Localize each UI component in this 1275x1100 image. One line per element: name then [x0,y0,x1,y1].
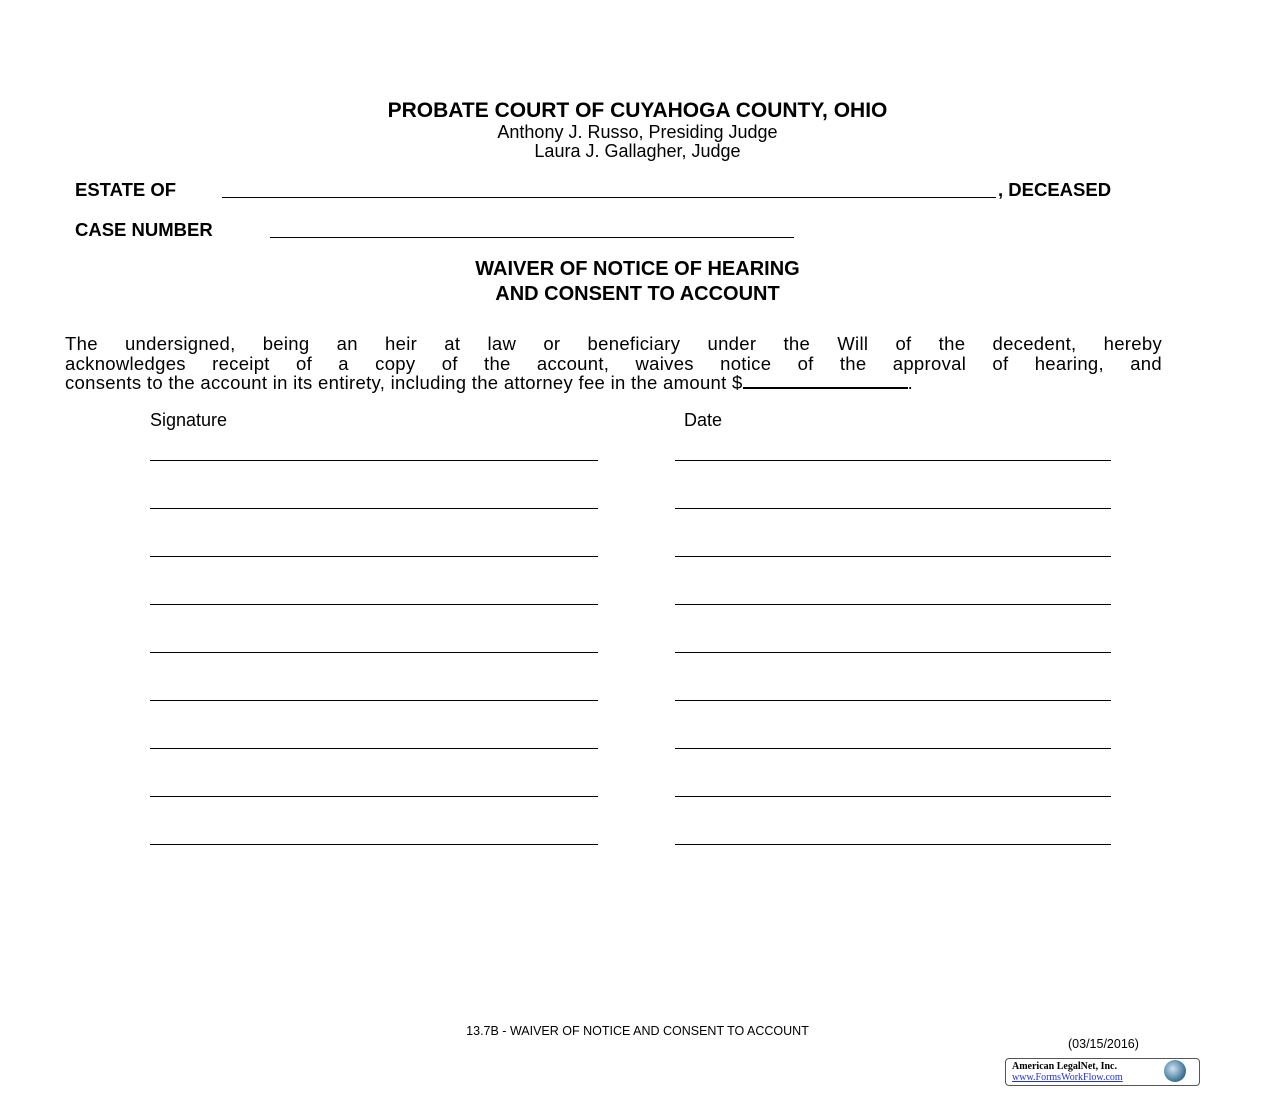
signature-line[interactable] [150,748,598,749]
american-legalnet-logo[interactable] [1005,1058,1200,1086]
form-title-line2: AND CONSENT TO ACCOUNT [495,283,780,305]
signature-line[interactable] [150,796,598,797]
date-line[interactable] [675,508,1111,509]
date-line[interactable] [675,460,1111,461]
body-line-1: The undersigned, being an heir at law or beneficiary under the Will of the decedent, hereby [65,333,1162,354]
case-number-field[interactable] [270,237,794,238]
body-line-2: acknowledges receipt of a copy of the account, waives notice of the approval of hearing, and [65,353,1162,374]
court-name: PROBATE COURT OF CUYAHOGA COUNTY, OHIO [387,99,888,122]
signature-line[interactable] [150,700,598,701]
presiding-judge: Anthony J. Russo, Presiding Judge [497,122,778,142]
date-header: Date [684,410,723,430]
case-number-label: CASE NUMBER [75,219,213,240]
signature-line[interactable] [150,604,598,605]
signature-header: Signature [150,410,228,430]
date-line[interactable] [675,844,1111,845]
signature-line[interactable] [150,844,598,845]
body-line-3 [65,372,1162,394]
form-number: 13.7B - WAIVER OF NOTICE AND CONSENT TO ACCOUNT [466,1024,809,1038]
globe-icon [1164,1060,1186,1082]
date-line[interactable] [675,604,1111,605]
estate-label: ESTATE OF [75,179,177,200]
date-line[interactable] [675,796,1111,797]
signature-line[interactable] [150,652,598,653]
period: . [907,372,914,393]
judge: Laura J. Gallagher, Judge [534,141,741,161]
date-line[interactable] [675,700,1111,701]
signature-line[interactable] [150,508,598,509]
estate-field[interactable] [222,197,996,198]
date-line[interactable] [675,748,1111,749]
signature-line[interactable] [150,556,598,557]
body-line-3-text: consents to the account in its entirety, including the attorney fee in the amount $ [65,372,743,393]
attorney-fee-field[interactable] [743,373,908,389]
logo-url[interactable]: www.FormsWorkFlow.com [1012,1072,1123,1083]
date-line[interactable] [675,556,1111,557]
revision-date: (03/15/2016) [1068,1037,1139,1051]
deceased-label: , DECEASED [998,179,1112,200]
date-line[interactable] [675,652,1111,653]
form-title-line1: WAIVER OF NOTICE OF HEARING [475,258,800,280]
signature-line[interactable] [150,460,598,461]
logo-name: American LegalNet, Inc. [1012,1061,1117,1072]
